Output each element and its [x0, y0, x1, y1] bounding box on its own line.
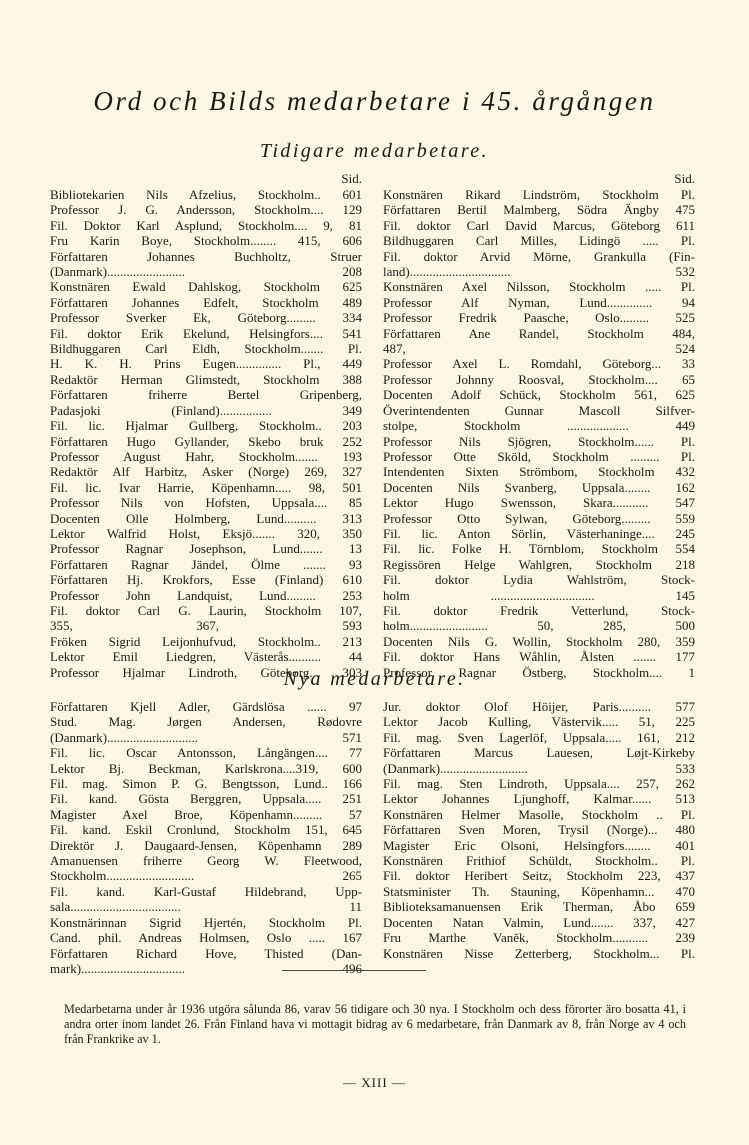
contributor-entry: Bibliotekarien Nils Afzelius, Stockholm.. 601: [50, 187, 362, 202]
contributor-entry: Professor Sverker Ek, Göteborg......... 334: [50, 310, 362, 326]
contributor-entry: Magister Eric Olsoni, Helsingfors........ 401: [383, 837, 695, 853]
contributor-entry: Författaren Richard Hove, Thisted (Dan-: [50, 945, 362, 961]
contributor-entry: 487, 524: [383, 341, 695, 357]
contributor-entry: Författaren Marcus Lauesen, Løjt-Kirkeby: [383, 745, 695, 761]
contributor-entry: Docenten Nils G. Wollin, Stockholm 280, 359: [383, 633, 695, 649]
contributor-entry: Intendenten Sixten Strömbom, Stockholm 432: [383, 464, 695, 480]
section-heading-new: Nya medarbetare.: [283, 668, 466, 690]
contributor-entry: Fil. doktor Lydia Wahlström, Stock-: [383, 572, 695, 588]
contributor-entry: Amanuensen friherre Georg W. Fleetwood,: [50, 853, 362, 869]
contributor-entry: Fil. kand. Gösta Berggren, Uppsala..... 251: [50, 791, 362, 807]
contributor-entry: holm ................................ 145: [383, 587, 695, 603]
new-left-list: [50, 699, 362, 976]
contributor-entry: Fru Karin Boye, Stockholm........ 415, 606: [50, 233, 362, 249]
contributor-entry: Stockholm........................... 265: [50, 868, 362, 884]
page-title: Ord och Bilds medarbetare i 45. årgången: [93, 86, 656, 116]
contributor-entry: Professor John Landquist, Lund......... 253: [50, 587, 362, 603]
contributor-entry: Konstnären Ewald Dahlskog, Stockholm 625: [50, 279, 362, 295]
contributor-entry: Fil. doktor Carl G. Laurin, Stockholm 107,: [50, 602, 362, 618]
contributor-entry: Docenten Adolf Schück, Stockholm 561, 625: [383, 387, 695, 403]
contributor-entry: Docenten Nils Svanberg, Uppsala........ 162: [383, 479, 695, 495]
contributor-entry: Cand. phil. Andreas Holmsen, Oslo ..... 167: [50, 930, 362, 946]
contributor-entry: Fil. lic. Hjalmar Gullberg, Stockholm.. 203: [50, 418, 362, 434]
contributor-entry: Professor Johnny Roosval, Stockholm.... 65: [383, 371, 695, 387]
contributor-entry: Lektor Jacob Kulling, Västervik..... 51, 225: [383, 714, 695, 730]
contributor-entry: Professor Alf Nyman, Lund.............. 94: [383, 294, 695, 310]
contributor-entry: Författaren Johannes Edfelt, Stockholm 489: [50, 294, 362, 310]
contributor-entry: Fil. mag. Simon P. G. Bengtsson, Lund.. 166: [50, 776, 362, 792]
contributor-entry: Författaren Hj. Krokfors, Esse (Finland) 610: [50, 572, 362, 588]
contributor-entry: H. K. H. Prins Eugen.............. Pl., 449: [50, 356, 362, 372]
contributor-entry: sala.................................. 11: [50, 899, 362, 915]
contributor-entry: Konstnären Nisse Zetterberg, Stockholm... Pl.: [383, 945, 695, 961]
contributor-entry: Fil. doktor Fredrik Vetterlund, Stock-: [383, 602, 695, 618]
contributor-entry: Professor August Hahr, Stockholm....... 193: [50, 448, 362, 464]
contributor-entry: Jur. doktor Olof Höijer, Paris.......... 577: [383, 699, 695, 714]
page-column-label: Sid.: [341, 171, 362, 186]
footnote: Medarbetarna under år 1936 utgöra sålunda 86, varav 56 tidigare och 30 nya. I Stockholm och dess förorter äro bosatta 41, i andra orter inom landet 26. Från Finland hava vi mottagit bidrag av 6 medarbetare, från Danmark av 8, från Norge av 4 och från Frankrike av 1.: [64, 1002, 686, 1046]
contributor-entry: Fil. doktor Carl David Marcus, Göteborg 611: [383, 217, 695, 233]
contributor-entry: Professor Fredrik Paasche, Oslo......... 525: [383, 310, 695, 326]
contributor-entry: Regissören Helge Wahlgren, Stockholm 218: [383, 556, 695, 572]
previous-right-list: [383, 187, 695, 680]
contributor-entry: Professor Axel L. Romdahl, Göteborg... 33: [383, 356, 695, 372]
contributor-entry: Konstnären Frithiof Schüldt, Stockholm.. Pl.: [383, 853, 695, 869]
contributor-entry: Författaren friherre Bertel Gripenberg,: [50, 387, 362, 403]
contributor-entry: Konstnären Axel Nilsson, Stockholm ..... Pl.: [383, 279, 695, 295]
contributor-entry: Padasjoki (Finland)................ 349: [50, 402, 362, 418]
contributor-entry: Konstnärinnan Sigrid Hjertén, Stockholm Pl.: [50, 914, 362, 930]
contributor-entry: land)............................... 532: [383, 264, 695, 280]
contributor-entry: Professor Ragnar Josephson, Lund....... 13: [50, 541, 362, 557]
contributor-entry: Professor Otte Sköld, Stockholm ......... Pl.: [383, 448, 695, 464]
previous-right-column: [383, 170, 695, 680]
contributor-entry: Författaren Bertil Malmberg, Södra Ängby 475: [383, 202, 695, 218]
contributor-entry: 355, 367, 593: [50, 618, 362, 634]
contributor-entry: Lektor Walfrid Holst, Eksjö....... 320, 350: [50, 525, 362, 541]
contributor-entry: Fil. lic. Oscar Antonsson, Långängen.... 77: [50, 745, 362, 761]
contributor-entry: Fil. doktor Hans Wåhlin, Ålsten ....... 177: [383, 649, 695, 665]
contributor-entry: Fil. lic. Anton Sörlin, Västerhaninge.... 245: [383, 525, 695, 541]
contributor-entry: Författaren Ragnar Jändel, Ölme ....... 93: [50, 556, 362, 572]
contributor-entry: Författaren Johannes Buchholtz, Struer: [50, 248, 362, 264]
new-right-list: [383, 699, 695, 961]
contributor-entry: Fil. doktor Erik Ekelund, Helsingfors.... 541: [50, 325, 362, 341]
contributor-entry: Bildhuggaren Carl Eldh, Stockholm....... Pl.: [50, 341, 362, 357]
previous-left-column: [50, 170, 362, 680]
contributor-entry: Fil. mag. Sven Lagerlöf, Uppsala..... 161, 212: [383, 729, 695, 745]
page-column-label: Sid.: [674, 171, 695, 186]
section-heading-previous: Tidigare medarbetare.: [260, 140, 489, 162]
contributor-entry: (Danmark)........................ 208: [50, 264, 362, 280]
page-number: — XIII —: [343, 1075, 406, 1090]
contributor-entry: stolpe, Stockholm ................... 449: [383, 418, 695, 434]
contributor-entry: Professor Otto Sylwan, Göteborg......... 559: [383, 510, 695, 526]
contributor-entry: (Danmark)........................... 533: [383, 760, 695, 776]
contributor-entry: Professor Nils von Hofsten, Uppsala.... 85: [50, 495, 362, 511]
new-right-column: [383, 699, 695, 961]
contributor-entry: holm........................ 50, 285, 500: [383, 618, 695, 634]
contributor-entry: Redaktör Herman Glimstedt, Stockholm 388: [50, 371, 362, 387]
contributor-entry: Lektor Johannes Ljunghoff, Kalmar...... 513: [383, 791, 695, 807]
contributor-entry: Fil. Doktor Karl Asplund, Stockholm.... 9, 81: [50, 217, 362, 233]
contributor-entry: Professor Hjalmar Lindroth, Göteborg... 303: [50, 664, 362, 680]
contributor-entry: mark)................................ 496: [50, 960, 362, 976]
contributor-entry: Lektor Hugo Swensson, Skara........... 547: [383, 495, 695, 511]
contributor-entry: Professor Ragnar Östberg, Stockholm.... 1: [383, 664, 695, 680]
contributor-entry: Fru Marthe Vaněk, Stockholm........... 239: [383, 930, 695, 946]
contributor-entry: Bildhuggaren Carl Milles, Lidingö ..... Pl.: [383, 233, 695, 249]
contributor-entry: Fil. doktor Arvid Mörne, Grankulla (Fin-: [383, 248, 695, 264]
contributor-entry: Redaktör Alf Harbitz, Asker (Norge) 269, 327: [50, 464, 362, 480]
new-left-column: [50, 699, 362, 976]
contributor-entry: Docenten Olle Holmberg, Lund.......... 313: [50, 510, 362, 526]
contributor-entry: Författaren Ane Randel, Stockholm 484,: [383, 325, 695, 341]
contributor-entry: Fil. kand. Eskil Cronlund, Stockholm 151, 645: [50, 822, 362, 838]
contributor-entry: Fröken Sigrid Leijonhufvud, Stockholm.. 213: [50, 633, 362, 649]
contributor-entry: Lektor Emil Liedgren, Västerås.......... 44: [50, 649, 362, 665]
previous-left-list: [50, 187, 362, 680]
contributor-entry: Konstnären Rikard Lindström, Stockholm Pl.: [383, 187, 695, 202]
contributor-entry: Professor Nils Sjögren, Stockholm...... Pl.: [383, 433, 695, 449]
contributor-entry: Fil. mag. Sten Lindroth, Uppsala.... 257, 262: [383, 776, 695, 792]
contributor-entry: Docenten Natan Valmin, Lund....... 337, 427: [383, 914, 695, 930]
divider-rule: [282, 970, 426, 971]
contributor-entry: Författaren Hugo Gyllander, Skebo bruk 252: [50, 433, 362, 449]
contributor-entry: Fil. lic. Ivar Harrie, Köpenhamn..... 98, 501: [50, 479, 362, 495]
contributor-entry: Lektor Bj. Beckman, Karlskrona....319, 600: [50, 760, 362, 776]
contributor-entry: Konstnären Helmer Masolle, Stockholm .. Pl.: [383, 806, 695, 822]
contributor-entry: Direktör J. Daugaard-Jensen, Köpenhamn 289: [50, 837, 362, 853]
contributor-entry: Författaren Kjell Adler, Gärdslösa ...... 97: [50, 699, 362, 714]
contributor-entry: (Danmark)............................ 571: [50, 729, 362, 745]
contributor-entry: Överintendenten Gunnar Mascoll Silfver-: [383, 402, 695, 418]
contributor-entry: Magister Axel Broe, Köpenhamn......... 57: [50, 806, 362, 822]
contributor-entry: Fil. kand. Karl-Gustaf Hildebrand, Upp-: [50, 883, 362, 899]
contributor-entry: Professor J. G. Andersson, Stockholm.... 129: [50, 202, 362, 218]
contributor-entry: Stud. Mag. Jørgen Andersen, Rødovre: [50, 714, 362, 730]
contributor-entry: Biblioteksamanuensen Erik Therman, Åbo 659: [383, 899, 695, 915]
contributor-entry: Fil. lic. Folke H. Törnblom, Stockholm 554: [383, 541, 695, 557]
contributor-entry: Författaren Sven Moren, Trysil (Norge)... 480: [383, 822, 695, 838]
contributor-entry: Fil. doktor Heribert Seitz, Stockholm 223, 437: [383, 868, 695, 884]
contributor-entry: Statsminister Th. Stauning, Köpenhamn... 470: [383, 883, 695, 899]
